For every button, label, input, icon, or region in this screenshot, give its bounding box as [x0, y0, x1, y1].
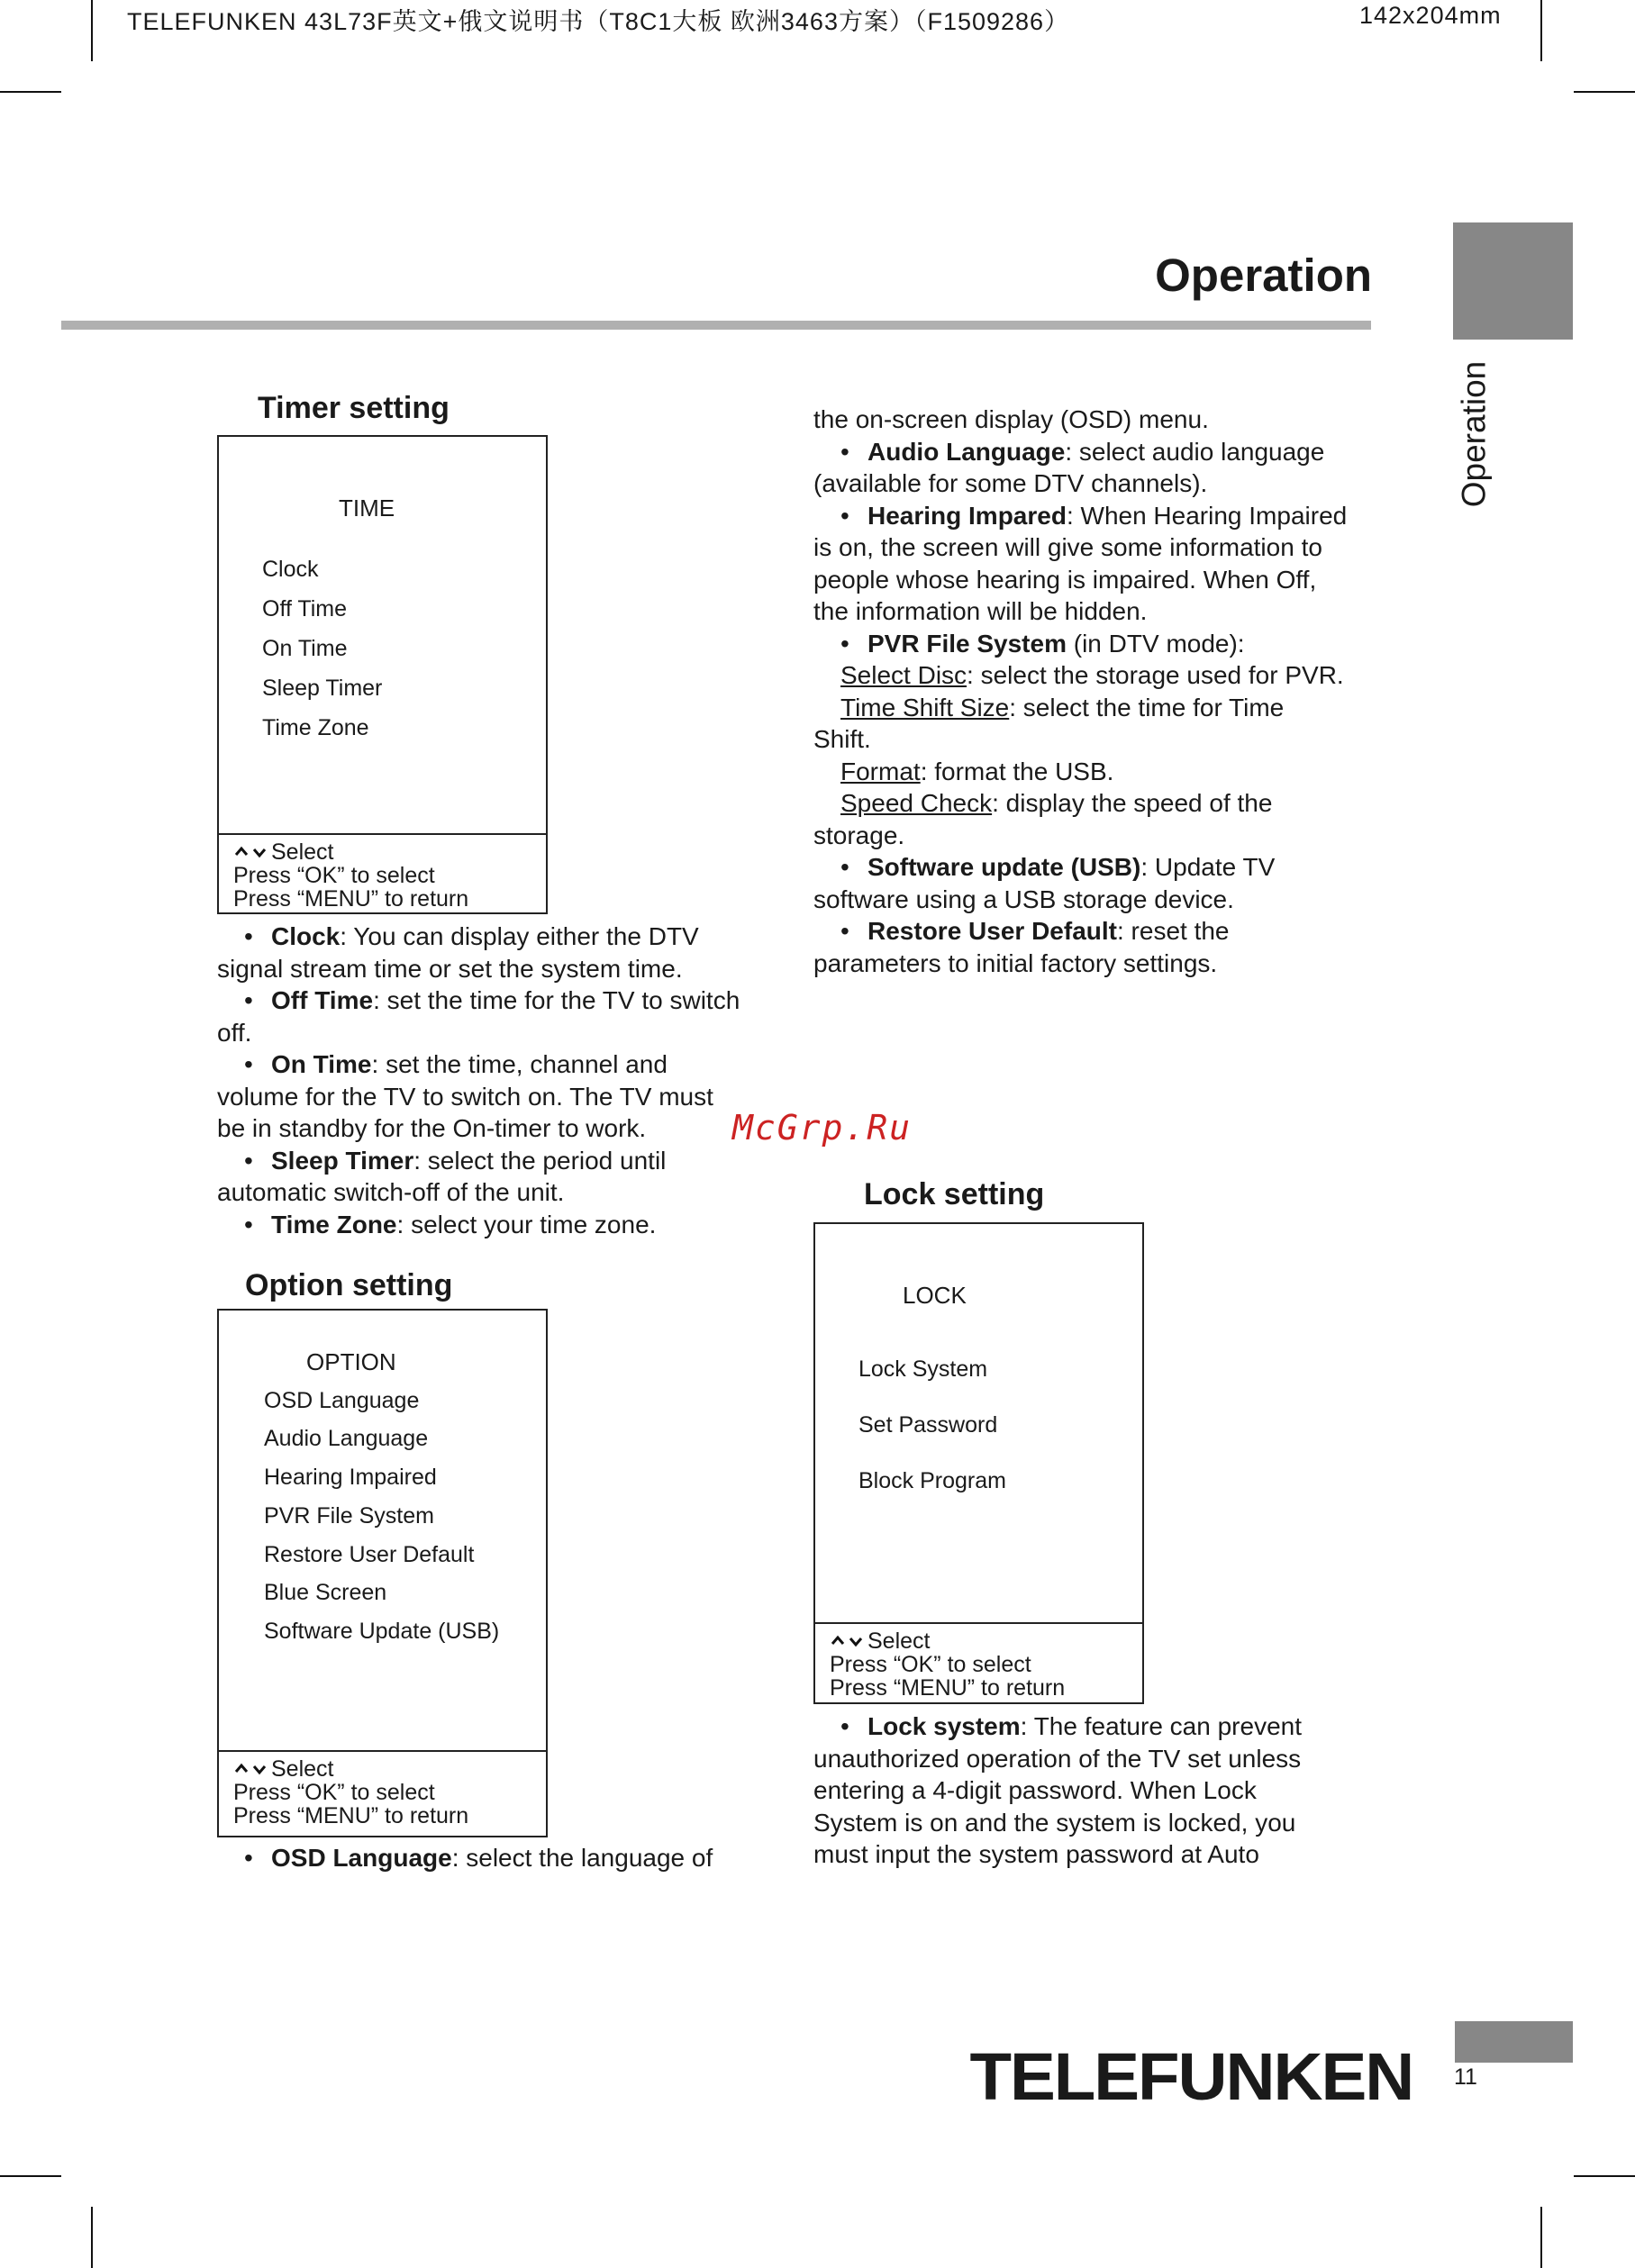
menu-item-blue-screen[interactable]: Blue Screen — [264, 1580, 387, 1605]
menu-title: TIME — [339, 494, 395, 522]
menu-item-lock-system[interactable]: Lock System — [858, 1356, 988, 1382]
footer-select: Select — [271, 1756, 334, 1782]
footer-ok: Press “OK” to select — [233, 1780, 435, 1805]
crop-mark — [91, 0, 93, 61]
menu-item-osd-language[interactable]: OSD Language — [264, 1388, 420, 1413]
watermark-text: McGrp.Ru — [732, 1108, 913, 1148]
page-title: Operation — [1155, 249, 1372, 301]
up-down-arrows-icon — [830, 1633, 866, 1651]
footer-menu: Press “MENU” to return — [233, 886, 469, 912]
menu-item-on-time[interactable]: On Time — [262, 636, 348, 661]
option-menu-box — [217, 1309, 548, 1837]
lock-setting-heading: Lock setting — [864, 1177, 1045, 1211]
menu-item-audio-language[interactable]: Audio Language — [264, 1426, 429, 1451]
crop-mark — [1540, 0, 1542, 61]
footer-menu: Press “MENU” to return — [233, 1803, 469, 1828]
up-down-arrows-icon — [233, 1761, 269, 1779]
doc-header-title: TELEFUNKEN 43L73F英文+俄文说明书（T8C1大板 欧洲3463方案）（F1509286） — [127, 8, 1070, 35]
crop-mark — [1540, 2207, 1542, 2268]
footer-select: Select — [271, 839, 334, 865]
timer-descriptions: • Clock: You can display either the DTV signal stream time or set the system time. • Off Time: set the time for the TV to switch off. • On Time: set the time, channel and volume for the TV to switch on. The TV must be in standby for the On-timer to work. • Sleep Timer: select the period until automatic switch-off of the unit. • Time Zone: select your time zone. — [217, 922, 740, 1238]
menu-item-restore-user-default[interactable]: Restore User Default — [264, 1542, 475, 1567]
menu-footer — [219, 1750, 546, 1836]
crop-mark — [1574, 2175, 1635, 2177]
menu-item-block-program[interactable]: Block Program — [858, 1468, 1006, 1493]
up-down-arrows-icon — [233, 844, 269, 862]
lock-description: • Lock system: The feature can prevent unauthorized operation of the TV set unless entering a 4-digit password. When Lock System is on and the system is locked, you must input the system password at Auto — [813, 1712, 1302, 1868]
menu-item-sleep-timer[interactable]: Sleep Timer — [262, 676, 383, 701]
menu-title: LOCK — [903, 1282, 967, 1309]
menu-footer — [219, 833, 546, 912]
footer-ok: Press “OK” to select — [233, 863, 435, 888]
doc-header-size: 142x204mm — [1359, 2, 1502, 29]
crop-mark — [0, 91, 61, 93]
crop-mark — [1574, 91, 1635, 93]
menu-item-software-update[interactable]: Software Update (USB) — [264, 1619, 500, 1644]
menu-footer — [815, 1622, 1142, 1702]
side-section-label: Operation — [1455, 360, 1492, 508]
menu-item-time-zone[interactable]: Time Zone — [262, 715, 369, 740]
title-divider — [61, 321, 1371, 330]
timer-setting-heading: Timer setting — [258, 391, 450, 425]
page-number: 11 — [1454, 2064, 1477, 2090]
page-number-tab — [1455, 2021, 1573, 2063]
footer-select: Select — [867, 1628, 931, 1654]
footer-ok: Press “OK” to select — [830, 1652, 1031, 1677]
menu-item-hearing-impaired[interactable]: Hearing Impaired — [264, 1465, 437, 1490]
crop-mark — [0, 2175, 61, 2177]
menu-item-pvr-file-system[interactable]: PVR File System — [264, 1503, 434, 1529]
menu-item-clock[interactable]: Clock — [262, 557, 319, 582]
footer-menu: Press “MENU” to return — [830, 1675, 1066, 1701]
section-tab — [1453, 222, 1573, 340]
menu-title: OPTION — [306, 1348, 396, 1375]
option-setting-heading: Option setting — [245, 1268, 453, 1302]
timer-menu-box — [217, 435, 548, 914]
lock-menu-box — [813, 1222, 1144, 1704]
option-descriptions-continued: the on-screen display (OSD) menu. • Audio Language: select audio language (available for some DTV channels). • Hearing Impared: When Hearing Impaired is on, the screen will give some information to people whose hearing is impaired. When Off, the information will be hidden. • PVR File System (in DTV mode): Select Disc: select the storage used for PVR. Time Shift Size: select the time for Time Shift. Format: format the USB. Speed Check: display the speed of the storage. • Software update (USB): Update TV software using a USB storage device. • Restore User Default: reset the parameters to initial factory settings. — [813, 405, 1348, 977]
menu-item-off-time[interactable]: Off Time — [262, 596, 348, 621]
telefunken-logo: TELEFUNKEN — [969, 2038, 1413, 2114]
crop-mark — [91, 2207, 93, 2268]
menu-item-set-password[interactable]: Set Password — [858, 1412, 998, 1438]
option-description: • OSD Language: select the language of — [244, 1844, 713, 1872]
